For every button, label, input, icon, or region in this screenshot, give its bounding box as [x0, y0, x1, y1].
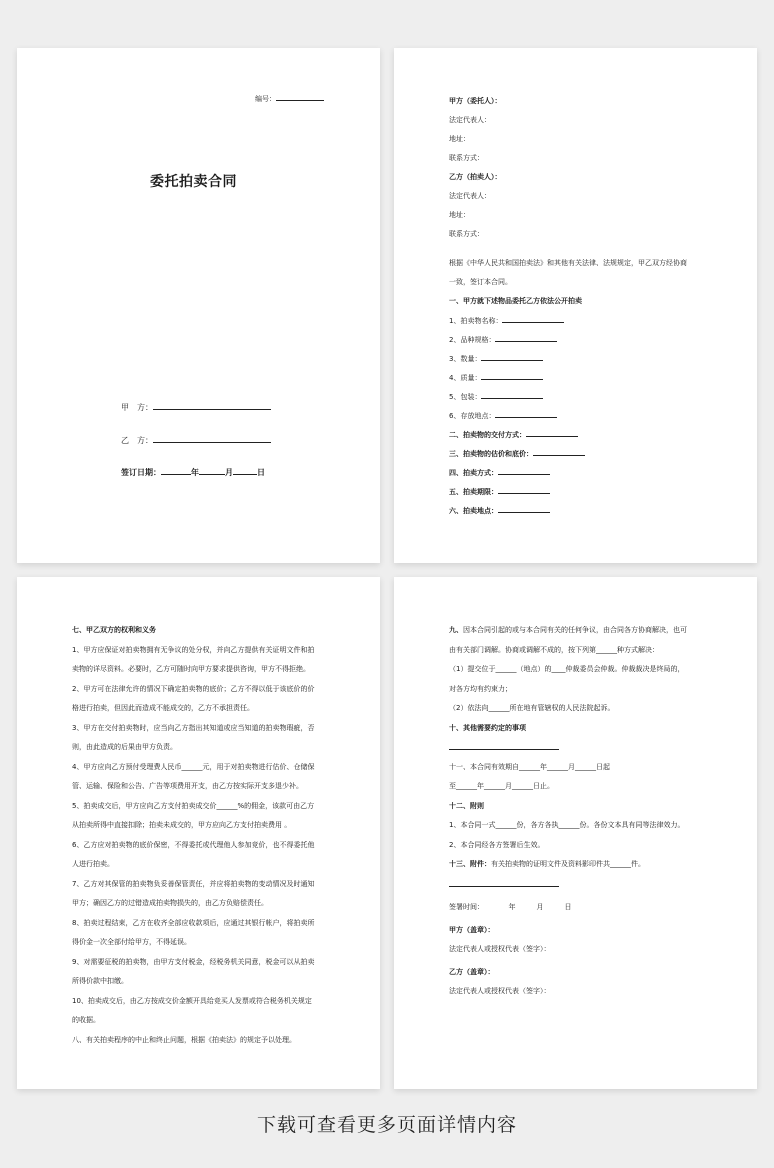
page4-line-13 [449, 860, 645, 869]
contract-page-cover [17, 48, 380, 563]
line-text: 格进行拍卖，但因此而造成不能成交的，乙方不承担责任。 [72, 704, 254, 712]
line-text: 一、甲方就下述物品委托乙方依法公开拍卖 [449, 297, 582, 305]
fill-in-blank [449, 743, 559, 750]
line-text: 六、拍卖地点： [449, 507, 498, 515]
page2-line-5 [449, 173, 502, 182]
line-text: （1）提交位于______（地点）的____仲裁委员会仲裁。仲裁裁决是终局的， [449, 665, 685, 673]
year-label: 年 [191, 468, 199, 477]
line-text: 甲方（委托人）： [449, 97, 502, 105]
line-text: 9、对需要征税的拍卖物，由甲方支付税金，经税务机关同意，税金可以从拍卖 [72, 958, 315, 966]
page3-line-18 [72, 958, 314, 967]
line-heading: 十三、附件： [449, 860, 491, 868]
line-text: 6、乙方应对拍卖物的底价保密，不得委托或代理他人参加竞价，也不得委托他 [72, 841, 315, 849]
fill-in-blank [498, 487, 550, 494]
line-text: 8、拍卖过程结束，乙方在收齐全部应收款项后，应通过其银行帐户，将拍卖所 [72, 919, 315, 927]
line-text: 管、运输、保险和公告、广告等项费用开支，由乙方按实际开支多退少补。 [72, 782, 303, 790]
document-title: 委托拍卖合同 [150, 174, 237, 190]
page4-line-18 [449, 968, 495, 977]
page2-line-21 [449, 487, 550, 497]
party-b-blank [153, 435, 271, 443]
sign-date-label: 签订日期： [121, 468, 161, 477]
page3-line-4 [72, 685, 314, 694]
page3-line-1 [72, 626, 156, 635]
fill-in-blank [481, 392, 543, 399]
page2-line-18 [449, 430, 578, 440]
fill-in-blank [481, 373, 543, 380]
line-text: 由有关部门调解。协商或调解不成的，按下列第______种方式解决： [449, 646, 659, 654]
sign-date-field [121, 467, 265, 478]
line-text: 十一、本合同有效期自______年______月______日起 [449, 763, 610, 771]
page4-line-10 [449, 802, 484, 811]
line-text: 2、本合同经各方签署后生效。 [449, 841, 545, 849]
line-text: （2）依法向______所在地有管辖权的人民法院起诉。 [449, 704, 615, 712]
line-text: 5、拍卖成交后，甲方应向乙方支付拍卖成交价______%的佣金，该款可由乙方 [72, 802, 315, 810]
line-text: 甲方；确因乙方的过错造成拍卖物损失的，由乙方负赔偿责任。 [72, 899, 268, 907]
fill-in-blank [495, 411, 557, 418]
page2-line-10 [449, 278, 512, 287]
page3-line-21 [72, 1016, 100, 1025]
line-text: 7、乙方对其保管的拍卖物负妥善保管责任，并应将拍卖物的变动情况及时通知 [72, 880, 315, 888]
line-text: 十二、附则 [449, 802, 484, 810]
page2-line-8 [449, 230, 484, 239]
line-text: 根据《中华人民共和国拍卖法》和其他有关法律、法规规定，甲乙双方经协商 [449, 259, 687, 267]
line-text: 4、质量： [449, 374, 482, 382]
line-text: 法定代表人或授权代表（签字）： [449, 945, 551, 953]
line-text: 至______年______月______日止。 [449, 782, 554, 790]
line-text: 所得价款中扣缴。 [72, 977, 128, 985]
page3-line-14 [72, 880, 314, 889]
line-text: 法定代表人： [449, 192, 491, 200]
footer-download-hint[interactable]: 下载可查看更多页面详情内容 [256, 1114, 517, 1136]
line-text: 乙方（盖章）： [449, 968, 495, 976]
page3-line-17 [72, 938, 191, 947]
line-text: 乙方（拍卖人）： [449, 173, 502, 181]
line-text: 七、甲乙双方的权利和义务 [72, 626, 156, 634]
fill-in-blank [481, 354, 543, 361]
party-a-blank [153, 402, 271, 410]
fill-in-blank [498, 468, 550, 475]
line-text: 五、拍卖期限： [449, 488, 498, 496]
page3-line-12 [72, 841, 314, 850]
line-text: 甲方（盖章）： [449, 926, 495, 934]
line-text: 从拍卖所得中直接扣除；拍卖未成交的，甲方应向乙方支付拍卖费用 。 [72, 821, 292, 829]
line-text: 6、存放地点： [449, 412, 496, 420]
line-text: 一致，签订本合同。 [449, 278, 512, 286]
line-text: 签署时间： 年 月 日 [449, 903, 572, 911]
page4-line-16 [449, 926, 495, 935]
line-text: 的收据。 [72, 1016, 100, 1024]
page2-line-12 [449, 316, 564, 326]
page2-line-17 [449, 411, 557, 421]
party-a-label: 甲 方： [121, 403, 153, 412]
contract-number-blank [276, 94, 324, 101]
page4-line-15 [449, 903, 572, 912]
line-text: 四、拍卖方式： [449, 469, 498, 477]
page4-line-14 [449, 880, 559, 890]
party-a-field [121, 402, 271, 413]
fill-in-blank [526, 430, 578, 437]
line-text: 联系方式： [449, 230, 484, 238]
line-heading: 九、 [449, 626, 463, 634]
page3-line-3 [72, 665, 310, 674]
fill-in-blank [533, 449, 585, 456]
page3-line-19 [72, 977, 128, 986]
line-text: 得价金一次全部付给甲方，不得延误。 [72, 938, 191, 946]
month-label: 月 [225, 468, 233, 477]
page2-line-6 [449, 192, 491, 201]
fill-in-blank [502, 316, 564, 323]
page4-line-5 [449, 704, 614, 713]
page4-line-6 [449, 724, 526, 733]
page3-line-22 [72, 1036, 296, 1045]
line-text: 则，由此造成的后果由甲方负责。 [72, 743, 177, 751]
page3-line-6 [72, 724, 314, 733]
year-blank [161, 467, 191, 475]
page3-line-15 [72, 899, 268, 908]
page4-line-9 [449, 782, 554, 791]
page3-line-10 [72, 802, 314, 811]
page3-line-2 [72, 646, 314, 655]
page2-line-16 [449, 392, 543, 402]
page4-line-11 [449, 821, 684, 830]
page4-line-1 [449, 626, 687, 635]
page2-line-3 [449, 135, 470, 144]
page2-line-1 [449, 97, 502, 106]
line-text: 有关拍卖物的证明文件及资料影印件共______件。 [491, 860, 645, 868]
month-blank [199, 467, 225, 475]
page3-line-11 [72, 821, 291, 830]
page3-line-16 [72, 919, 314, 928]
line-text: 三、拍卖物的估价和底价： [449, 450, 533, 458]
page3-line-8 [72, 763, 314, 772]
page2-line-4 [449, 154, 484, 163]
page4-line-19 [449, 987, 551, 996]
line-text: 5、包装： [449, 393, 482, 401]
line-text: 3、甲方在交付拍卖物时，应当向乙方指出其知道或应当知道的拍卖物瑕疵，否 [72, 724, 315, 732]
page2-line-19 [449, 449, 585, 459]
line-text: 4、甲方应向乙方预付受理费人民币______元，用于对拍卖物进行估价、仓储保 [72, 763, 315, 771]
page3-line-7 [72, 743, 177, 752]
fill-in-blank [449, 880, 559, 887]
party-b-label: 乙 方： [121, 436, 153, 445]
page2-line-13 [449, 335, 557, 345]
page2-line-22 [449, 506, 550, 516]
page3-line-9 [72, 782, 303, 791]
page2-line-2 [449, 116, 491, 125]
day-label: 日 [257, 468, 265, 477]
page3-line-5 [72, 704, 254, 713]
page3-line-20 [72, 997, 312, 1006]
line-text: 卖物的详尽资料。必要时，乙方可随时向甲方要求提供咨询，甲方不得拒绝。 [72, 665, 310, 673]
line-text: 人进行拍卖。 [72, 860, 114, 868]
line-text: 2、品种规格： [449, 336, 496, 344]
page4-line-8 [449, 763, 610, 772]
line-text: 法定代表人： [449, 116, 491, 124]
page4-line-3 [449, 665, 684, 674]
line-text: 二、拍卖物的交付方式： [449, 431, 526, 439]
page4-line-17 [449, 945, 551, 954]
page2-line-15 [449, 373, 543, 383]
line-text: 1、本合同一式______份，各方各执______份。各份文本具有同等法律效力。 [449, 821, 685, 829]
line-text: 对各方均有约束力； [449, 685, 512, 693]
line-text: 法定代表人或授权代表（签字）： [449, 987, 551, 995]
contract-page-4 [394, 577, 757, 1089]
line-text: 联系方式： [449, 154, 484, 162]
line-text: 1、拍卖物名称： [449, 317, 503, 325]
page4-line-7 [449, 743, 559, 753]
line-text: 十、其他需要约定的事项 [449, 724, 526, 732]
line-text: 2、甲方可在法律允许的情况下确定拍卖物的底价；乙方不得以低于该底价的价 [72, 685, 315, 693]
day-blank [233, 467, 257, 475]
page4-line-12 [449, 841, 544, 850]
page2-line-14 [449, 354, 543, 364]
page2-line-7 [449, 211, 470, 220]
line-text: 因本合同引起的或与本合同有关的任何争议，由合同各方协商解决，也可 [463, 626, 687, 634]
contract-page-2 [394, 48, 757, 563]
fill-in-blank [498, 506, 550, 513]
page2-line-9 [449, 259, 687, 268]
fill-in-blank [495, 335, 557, 342]
page3-line-13 [72, 860, 114, 869]
line-text: 3、数量： [449, 355, 482, 363]
page2-line-11 [449, 297, 582, 306]
page2-line-20 [449, 468, 550, 478]
line-text: 地址： [449, 211, 470, 219]
contract-number-field [255, 94, 324, 104]
contract-number-label: 编号： [255, 95, 276, 103]
page4-line-4 [449, 685, 512, 694]
line-text: 八、有关拍卖程序的中止和终止问题，根据《拍卖法》的规定予以处理。 [72, 1036, 296, 1044]
contract-page-3 [17, 577, 380, 1089]
line-text: 1、甲方应保证对拍卖物拥有无争议的处分权，并向乙方提供有关证明文件和拍 [72, 646, 315, 654]
line-text: 10、拍卖成交后，由乙方按成交价金额开具给竞买人发票或符合税务机关规定 [72, 997, 312, 1005]
page4-line-2 [449, 646, 659, 655]
line-text: 地址： [449, 135, 470, 143]
party-b-field [121, 435, 271, 446]
